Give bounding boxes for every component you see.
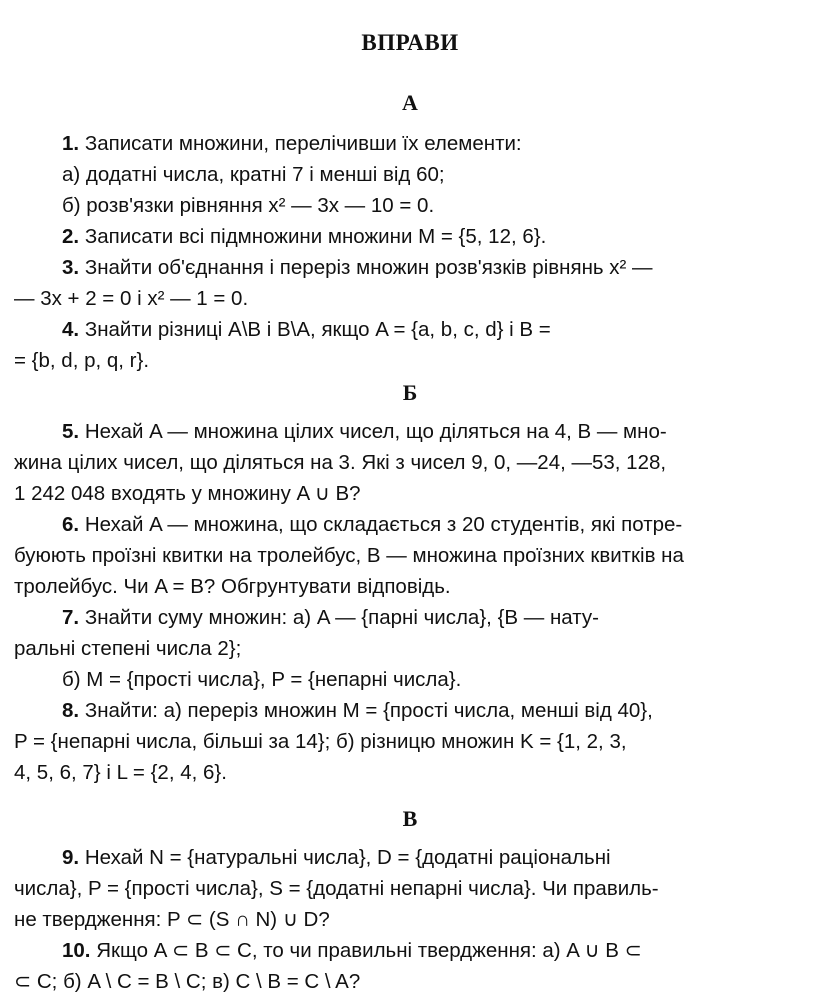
exercise-4-line-2: = {b, d, p, q, r}. [14, 349, 150, 372]
exercise-number: 10. [62, 939, 91, 962]
exercise-10 [14, 935, 806, 997]
exercise-6-text-1: Нехай A — множина, що складається з 20 студентів, які потре- [84, 513, 683, 536]
exercise-10-text-1: Якщо A ⊂ B ⊂ C, то чи правильні твердження: а) A ∪ B ⊂ [96, 939, 642, 962]
exercise-1-part-a: а) додатні числа, кратні 7 і менші від 60; [62, 163, 445, 186]
exercise-number: 3. [62, 256, 80, 279]
exercise-7 [14, 602, 806, 695]
exercise-8-line-2: P = {непарні числа, більші за 14}; б) різницю множин K = {1, 2, 3, [14, 730, 627, 753]
exercise-number: 2. [62, 225, 80, 248]
exercise-6 [14, 509, 806, 602]
exercise-9-line-2: числа}, P = {прості числа}, S = {додатні непарні числа}. Чи правиль- [14, 877, 659, 900]
exercise-number: 5. [62, 420, 80, 443]
exercise-6-line-3: тролейбус. Чи A = B? Обгрунтувати відповідь. [14, 575, 451, 598]
exercise-9-line-3: не твердження: P ⊂ (S ∩ N) ∪ D? [14, 908, 330, 931]
exercise-7-line-1 [14, 602, 806, 633]
section-heading-v: В [402, 806, 418, 831]
exercise-5-line-3: 1 242 048 входять у множину A ∪ B? [14, 482, 361, 505]
exercise-number: 7. [62, 606, 80, 629]
exercise-6-line-1 [14, 509, 806, 540]
exercise-10-line-2: ⊂ C; б) A \ C = B \ C; в) C \ B = C \ A? [14, 970, 361, 993]
exercise-number: 9. [62, 846, 80, 869]
exercise-10-line-1 [14, 935, 806, 966]
exercise-8-line-3: 4, 5, 6, 7} і L = {2, 4, 6}. [14, 761, 227, 784]
exercise-3 [14, 252, 806, 314]
exercise-number: 1. [62, 132, 80, 155]
exercise-5-text-1: Нехай A — множина цілих чисел, що діляться на 4, B — мно- [84, 420, 667, 443]
exercise-7-text-1: Знайти суму множин: а) A — {парні числа}, {B — нату- [84, 606, 599, 629]
exercise-4 [14, 314, 806, 376]
exercise-2 [14, 221, 806, 252]
exercise-5-line-2: жина цілих чисел, що діляться на 3. Які з чисел 9, 0, —24, —53, 128, [14, 451, 667, 474]
exercise-5 [14, 416, 806, 509]
section-heading-a: А [402, 90, 418, 115]
exercise-9-text-1: Нехай N = {натуральні числа}, D = {додатні раціональні [84, 846, 611, 869]
exercise-5-line-1 [14, 416, 806, 447]
exercise-7-line-2: ральні степені числа 2}; [14, 637, 242, 660]
exercise-8-line-1 [14, 695, 806, 726]
exercise-9-line-1 [14, 842, 806, 873]
exercise-number: 4. [62, 318, 80, 341]
exercise-3-line-1 [14, 252, 806, 283]
exercise-number: 8. [62, 699, 80, 722]
exercise-2-statement: Записати всі підмножини множини M = {5, 12, 6}. [84, 225, 547, 248]
page-title: ВПРАВИ [361, 30, 459, 55]
exercise-1 [14, 128, 806, 221]
exercise-4-line-1 [14, 314, 806, 345]
section-heading-b: Б [402, 380, 418, 405]
exercise-7-line-3: б) M = {прості числа}, P = {непарні числа}. [62, 668, 462, 691]
exercise-3-line-2: — 3x + 2 = 0 і x² — 1 = 0. [14, 287, 249, 310]
exercise-8-text-1: Знайти: а) переріз множин M = {прості числа, менші від 40}, [84, 699, 653, 722]
exercise-3-text-1: Знайти об'єднання і переріз множин розв'язків рівнянь x² — [84, 256, 653, 279]
exercise-1-part-b: б) розв'язки рівняння x² — 3x — 10 = 0. [62, 194, 435, 217]
exercise-6-line-2: буюють проїзні квитки на тролейбус, B — множина проїзних квитків на [14, 544, 684, 567]
exercise-1-text [14, 128, 806, 159]
exercise-4-text-1: Знайти різниці A\B і B\A, якщо A = {a, b, c, d} і B = [84, 318, 551, 341]
exercise-1-statement: Записати множини, перелічивши їх елементи: [84, 132, 522, 155]
exercise-number: 6. [62, 513, 80, 536]
exercise-9 [14, 842, 806, 935]
exercise-8 [14, 695, 806, 788]
